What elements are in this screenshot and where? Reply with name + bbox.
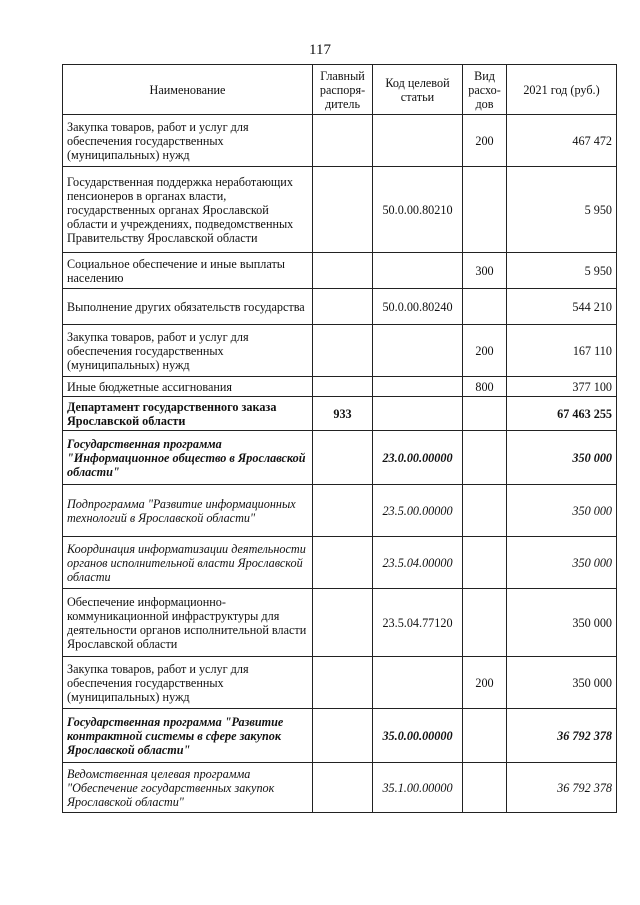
cell-main-manager [313,377,373,397]
cell-expense-type [463,167,507,253]
cell-main-manager [313,537,373,589]
cell-amount: 377 100 [507,377,617,397]
cell-expense-type [463,289,507,325]
cell-amount: 350 000 [507,431,617,485]
table-row [63,589,617,657]
cell-expense-type: 200 [463,657,507,709]
cell-expense-type [463,709,507,763]
header-main-manager: Главный распоря-дитель [313,65,373,115]
cell-expense-type [463,431,507,485]
cell-name: Подпрограмма "Развитие информационных технологий в Ярославской области" [63,485,313,537]
cell-target-code [373,397,463,431]
header-target-code: Код целевой статьи [373,65,463,115]
table-row [63,485,617,537]
header-year-amount: 2021 год (руб.) [507,65,617,115]
cell-target-code: 50.0.00.80210 [373,167,463,253]
cell-expense-type [463,537,507,589]
cell-amount: 167 110 [507,325,617,377]
cell-target-code: 23.5.00.00000 [373,485,463,537]
table-row [63,431,617,485]
cell-expense-type [463,589,507,657]
cell-amount: 36 792 378 [507,763,617,813]
cell-amount: 36 792 378 [507,709,617,763]
cell-name: Закупка товаров, работ и услуг для обеспечения государственных (муниципальных) нужд [63,657,313,709]
cell-name: Государственная программа "Информационное общество в Ярославской области" [63,431,313,485]
cell-main-manager: 933 [313,397,373,431]
cell-target-code: 23.5.04.77120 [373,589,463,657]
cell-name: Государственная поддержка неработающих пенсионеров в органах власти, государственных органах Ярославской области и учреждениях, подведомственных Правительству Ярославской области [63,167,313,253]
cell-amount: 350 000 [507,485,617,537]
cell-main-manager [313,253,373,289]
cell-expense-type: 800 [463,377,507,397]
cell-amount: 5 950 [507,253,617,289]
cell-main-manager [313,763,373,813]
cell-target-code: 23.5.04.00000 [373,537,463,589]
cell-main-manager [313,289,373,325]
cell-target-code: 23.0.00.00000 [373,431,463,485]
cell-expense-type: 200 [463,325,507,377]
cell-main-manager [313,325,373,377]
cell-target-code: 50.0.00.80240 [373,289,463,325]
cell-expense-type [463,397,507,431]
cell-main-manager [313,657,373,709]
cell-name: Департамент государственного заказа Ярославской области [63,397,313,431]
cell-name: Государственная программа "Развитие контрактной системы в сфере закупок Ярославской области" [63,709,313,763]
cell-amount: 5 950 [507,167,617,253]
cell-expense-type: 200 [463,115,507,167]
cell-name: Закупка товаров, работ и услуг для обеспечения государственных (муниципальных) нужд [63,325,313,377]
cell-target-code [373,657,463,709]
cell-main-manager [313,115,373,167]
table-row [63,709,617,763]
budget-table [62,64,617,813]
table-header-row [63,65,617,115]
table-row [63,289,617,325]
table-row [63,397,617,431]
table-row [63,537,617,589]
table-row [63,763,617,813]
table-row [63,325,617,377]
table-row [63,377,617,397]
table-row [63,657,617,709]
cell-name: Ведомственная целевая программа "Обеспечение государственных закупок Ярославской области" [63,763,313,813]
cell-amount: 350 000 [507,657,617,709]
cell-main-manager [313,485,373,537]
cell-main-manager [313,167,373,253]
table-row [63,115,617,167]
cell-name: Иные бюджетные ассигнования [63,377,313,397]
table-row [63,167,617,253]
table-body [63,115,617,813]
cell-name: Выполнение других обязательств государства [63,289,313,325]
cell-target-code: 35.0.00.00000 [373,709,463,763]
cell-main-manager [313,589,373,657]
cell-expense-type: 300 [463,253,507,289]
cell-amount: 350 000 [507,537,617,589]
cell-target-code [373,115,463,167]
cell-amount: 467 472 [507,115,617,167]
cell-target-code [373,253,463,289]
cell-expense-type [463,485,507,537]
cell-target-code: 35.1.00.00000 [373,763,463,813]
cell-name: Закупка товаров, работ и услуг для обеспечения государственных (муниципальных) нужд [63,115,313,167]
cell-name: Социальное обеспечение и иные выплаты населению [63,253,313,289]
cell-expense-type [463,763,507,813]
cell-main-manager [313,431,373,485]
cell-target-code [373,377,463,397]
page-number: 117 [309,42,331,58]
cell-amount: 67 463 255 [507,397,617,431]
cell-amount: 544 210 [507,289,617,325]
cell-name: Обеспечение информационно-коммуникационной инфраструктуры для деятельности органов исполнительной власти Ярославской области [63,589,313,657]
cell-name: Координация информатизации деятельности органов исполнительной власти Ярославской области [63,537,313,589]
table-row [63,253,617,289]
header-name: Наименование [63,65,313,115]
cell-main-manager [313,709,373,763]
cell-target-code [373,325,463,377]
header-expense-type: Вид расхо-дов [463,65,507,115]
cell-amount: 350 000 [507,589,617,657]
